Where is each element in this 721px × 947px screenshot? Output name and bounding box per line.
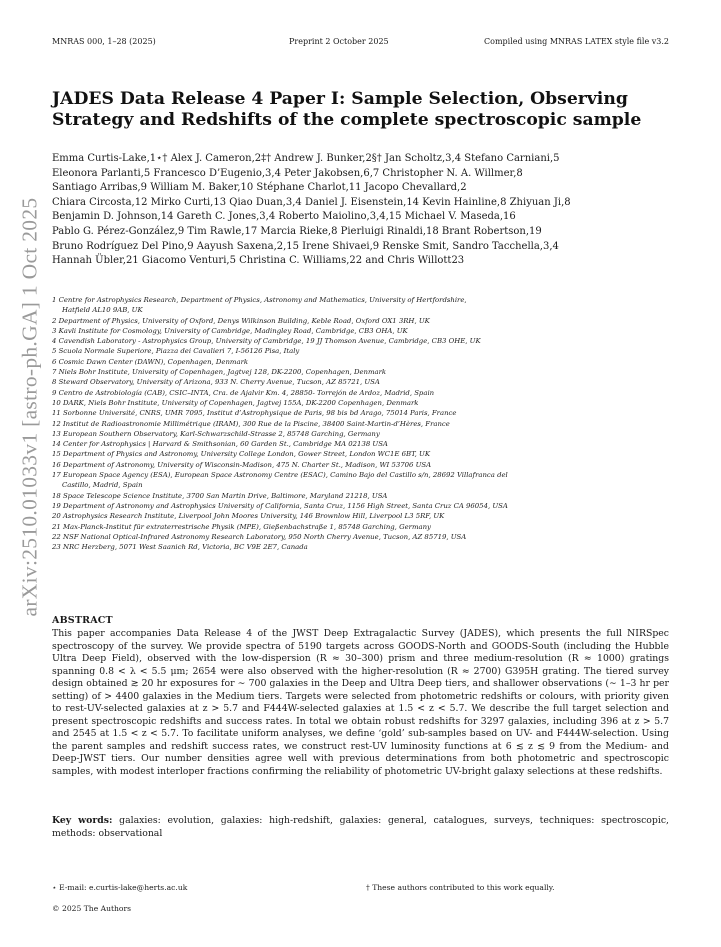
preprint-date: Preprint 2 October 2025	[289, 37, 389, 46]
abstract-heading: ABSTRACT	[52, 615, 113, 626]
affiliation: 5 Scuola Normale Superiore, Piazza dei Cavalieri 7, I-56126 Pisa, Italy	[52, 347, 300, 356]
affiliation-list	[52, 295, 682, 552]
keywords-heading: Key words:	[52, 815, 113, 826]
affiliation: Castillo, Madrid, Spain	[62, 481, 143, 490]
affiliation: 19 Department of Astronomy and Astrophysics University of California, Santa Cruz, 1156 High Street, Santa Cruz CA 96054, USA	[52, 501, 508, 510]
affiliation: 16 Department of Astronomy, University of Wisconsin-Madison, 475 N. Charter St., Madison, WI 53706 USA	[52, 460, 432, 469]
affiliation: 10 DARK, Niels Bohr Institute, University of Copenhagen, Jagtvej 155A, DK-2200 Copenhagen, Denmark	[52, 398, 419, 407]
affiliation: 17 European Space Agency (ESA), European Space Astronomy Centre (ESAC), Camino Bajo del Castillo s/n, 28692 Villafranca del	[52, 471, 508, 480]
author-line: Bruno Rodríguez Del Pino,9 Aayush Saxena,2,15 Irene Shivaei,9 Renske Smit, Sandro Tacchella,3,4	[52, 240, 559, 252]
author-line: Eleonora Parlanti,5 Francesco D’Eugenio,3,4 Peter Jakobsen,6,7 Christopher N. A. Willmer,8	[52, 167, 523, 179]
affiliation: 12 Institut de Radioastronomie Millimétrique (IRAM), 300 Rue de la Piscine, 38400 Saint-Martin-d’Hères, France	[52, 419, 450, 428]
footnote-equal-contribution: † These authors contributed to this work equally.	[366, 883, 555, 892]
affiliation: 23 NRC Herzberg, 5071 West Saanich Rd, Victoria, BC V9E 2E7, Canada	[52, 543, 308, 552]
affiliation: 6 Cosmic Dawn Center (DAWN), Copenhagen, Denmark	[52, 357, 249, 366]
affiliation: 18 Space Telescope Science Institute, 3700 San Martin Drive, Baltimore, Maryland 21218, USA	[52, 491, 388, 500]
affiliation: 13 European Southern Observatory, Karl-Schwarzschild-Strasse 2, 85748 Garching, Germany	[52, 429, 380, 438]
affiliation: Hatfield AL10 9AB, UK	[62, 306, 143, 315]
affiliation: 3 Kavli Institute for Cosmology, University of Cambridge, Madingley Road, Cambridge, CB3 OHA, UK	[52, 326, 408, 335]
affiliation: 9 Centro de Astrobiología (CAB), CSIC–INTA, Cra. de Ajalvir Km. 4, 28850- Torrejón de Ardoz, Madrid, Spain	[52, 388, 435, 397]
author-line: Pablo G. Pérez-González,9 Tim Rawle,17 Marcia Rieke,8 Pierluigi Rinaldi,18 Brant Robertson,19	[52, 225, 542, 237]
author-line: Emma Curtis-Lake,1⋆† Alex J. Cameron,2‡† Andrew J. Bunker,2§† Jan Scholtz,3,4 Stefano Carniani,5	[52, 153, 560, 164]
affiliation: 15 Department of Physics and Astronomy, University College London, Gower Street, London WC1E 6BT, UK	[52, 450, 430, 459]
arxiv-identifier[interactable]: arXiv:2510.01033v1 [astro-ph.GA] 1 Oct 2025	[17, 197, 42, 617]
footnote-email: ⋆ E-mail: e.curtis-lake@herts.ac.uk	[52, 883, 188, 892]
author-list	[52, 152, 682, 269]
author-line: Chiara Circosta,12 Mirko Curti,13 Qiao Duan,3,4 Daniel J. Eisenstein,14 Kevin Hainline,8 Zhiyuan Ji,8	[52, 196, 571, 208]
affiliation: 21 Max-Planck-Institut für extraterrestrische Physik (MPE), Gießenbachstraße 1, 85748 Garching, Germany	[52, 522, 431, 531]
keywords-text: galaxies: evolution, galaxies: high-redshift, galaxies: general, catalogues, surveys, techniques: spectroscopic, methods: observational	[52, 815, 669, 839]
affiliation: 7 Niels Bohr Institute, University of Copenhagen, Jagtvej 128, DK-2200, Copenhagen, Denmark	[52, 368, 387, 377]
affiliation: 22 NSF National Optical-Infrared Astronomy Research Laboratory, 950 North Cherry Avenue, Tucson, AZ 85719, USA	[52, 532, 467, 541]
author-line: Hannah Übler,21 Giacomo Venturi,5 Christina C. Williams,22 and Chris Willott23	[52, 255, 465, 267]
affiliation: 8 Steward Observatory, University of Arizona, 933 N. Cherry Avenue, Tucson, AZ 85721, USA	[52, 378, 380, 387]
journal-reference: MNRAS 000, 1–28 (2025)	[52, 37, 156, 46]
affiliation: 11 Sorbonne Université, CNRS, UMR 7095, Institut d’Astrophysique de Paris, 98 bis bd Arago, 75014 Paris, France	[52, 409, 457, 418]
paper-title: JADES Data Release 4 Paper I: Sample Selection, Observing Strategy and Redshifts of the complete spectroscopic sample	[52, 89, 642, 130]
affiliation: 1 Centre for Astrophysics Research, Department of Physics, Astronomy and Mathematics, University of Hertfordshire,	[52, 296, 467, 304]
affiliation: 2 Department of Physics, University of Oxford, Denys Wilkinson Building, Keble Road, Oxford OX1 3RH, UK	[52, 316, 430, 325]
author-line: Benjamin D. Johnson,14 Gareth C. Jones,3,4 Roberto Maiolino,3,4,15 Michael V. Maseda,16	[52, 211, 516, 223]
copyright: © 2025 The Authors	[52, 904, 132, 913]
author-line: Santiago Arribas,9 William M. Baker,10 Stéphane Charlot,11 Jacopo Chevallard,2	[52, 182, 467, 194]
abstract-text: This paper accompanies Data Release 4 of the JWST Deep Extragalactic Survey (JADES), which presents the full NIRSpec spectroscopy of the survey. We provide spectra of 5190 targets across GOODS-North and GOODS-South (including the Hubble Ultra Deep Field), observed with the low-dispersion (R ≈ 30–300) prism and three medium-resolution (R ≈ 1000) gratings spanning 0.8 < λ < 5.5 μm; 2654 were also observed with the higher-resolution (R ≈ 2700) G395H grating. The tiered survey design obtained ≳ 20 hr exposures for ∼ 700 galaxies in the Deep and Ultra Deep tiers, and shallower observations (∼ 1–3 hr per setting) of > 4400 galaxies in the Medium tiers. Targets were selected from photometric redshifts or colours, with priority given to rest-UV-selected galaxies at z > 5.7 and F444W-selected galaxies at 1.5 < z < 5.7. We describe the full target selection and present spectroscopic redshifts and success rates. In total we obtain robust redshifts for 3297 galaxies, including 396 at z > 5.7 and 2545 at 1.5 < z < 5.7. To facilitate uniform analyses, we define ‘gold’ sub-samples based on UV- and F444W-selection. Using the parent samples and redshift success rates, we construct rest-UV luminosity functions at 6 ≲ z ≲ 9 from the Medium- and Deep-JWST tiers. Our number densities agree well with previous determinations from both photometric and spectroscopic samples, with modest interloper fractions confirming the reliability of photometric UV-bright galaxy selections at these redshifts.	[52, 628, 669, 777]
keywords	[52, 815, 669, 840]
compiled-note: Compiled using MNRAS LATEX style file v3.2	[484, 37, 669, 46]
affiliation: 20 Astrophysics Research Institute, Liverpool John Moores University, 146 Brownlow Hill, Liverpool L3 5RF, UK	[52, 512, 445, 521]
affiliation: 4 Cavendish Laboratory - Astrophysics Group, University of Cambridge, 19 JJ Thomson Avenue, Cambridge, CB3 OHE, UK	[52, 337, 481, 346]
affiliation: 14 Center for Astrophysics | Harvard & Smithsonian, 60 Garden St., Cambridge MA 02138 USA	[52, 440, 388, 449]
